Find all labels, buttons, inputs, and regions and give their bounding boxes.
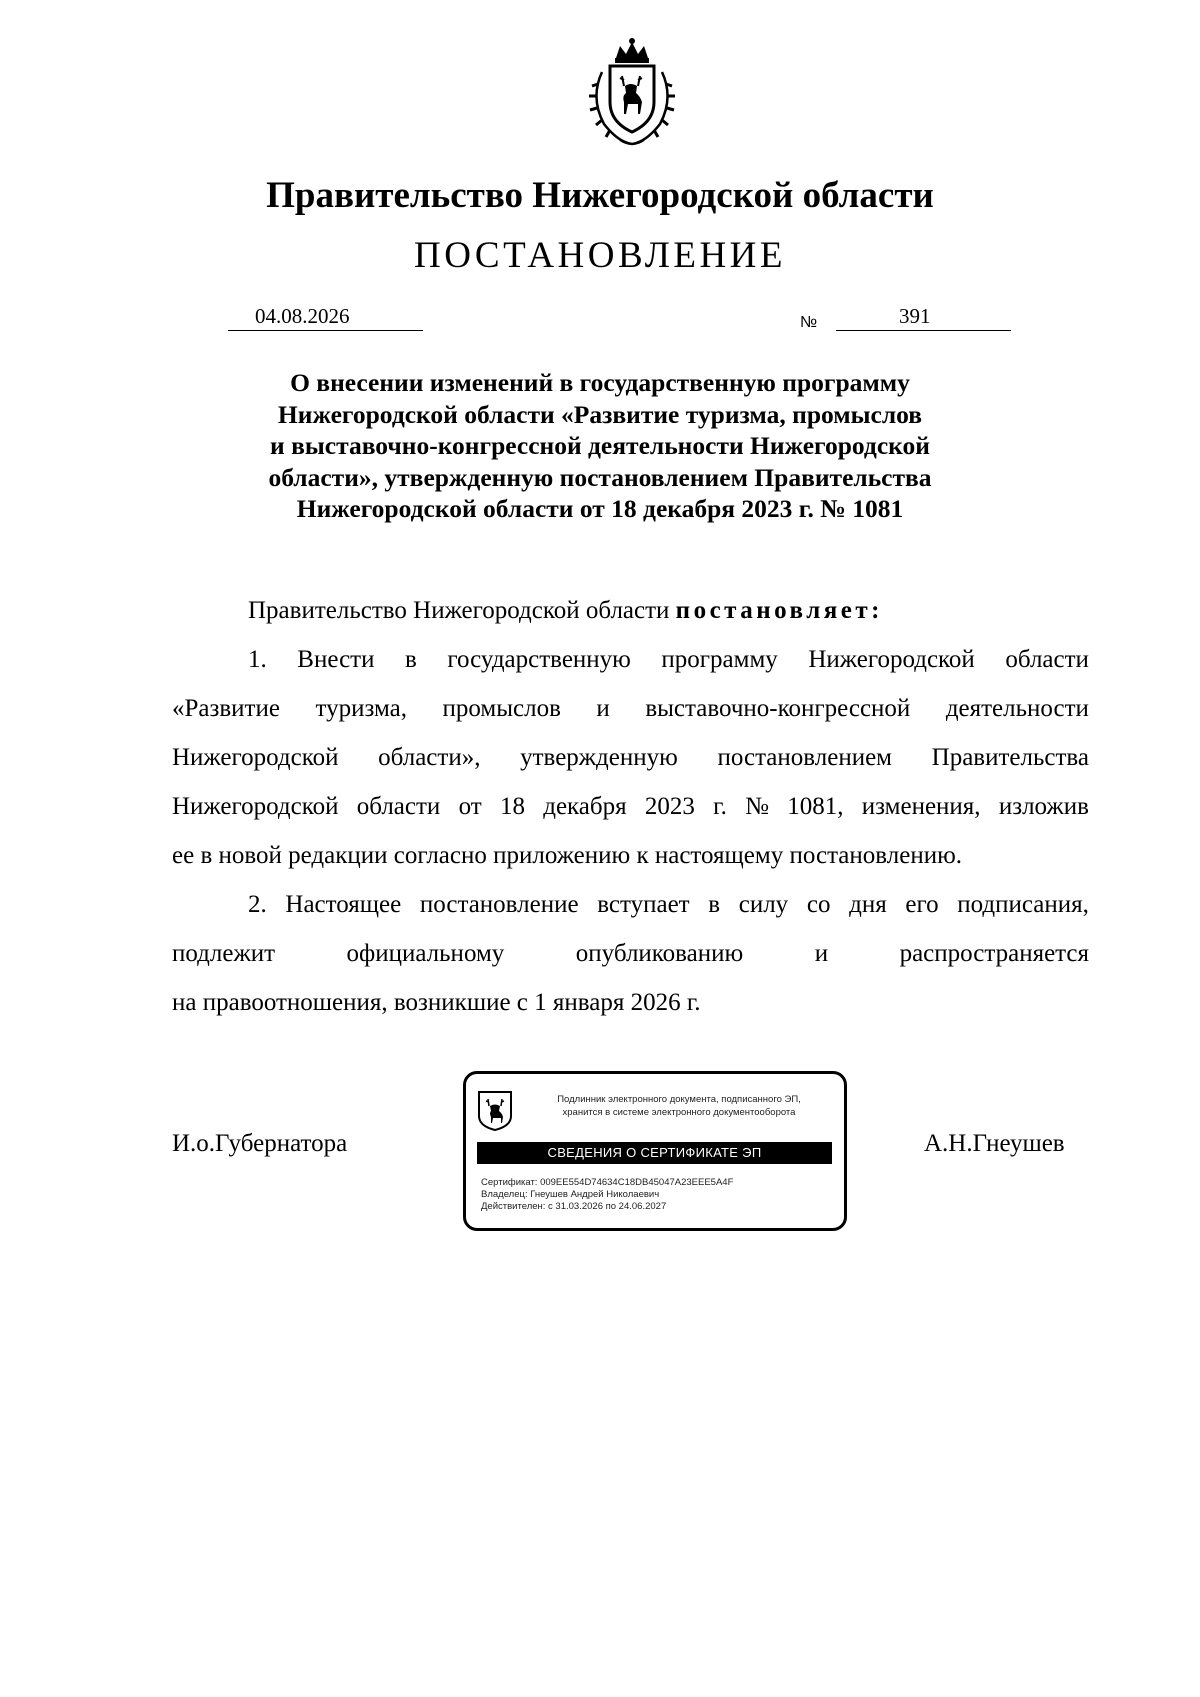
word: 1. [248,646,267,673]
word: и [596,695,610,722]
word: 1081, [787,793,844,820]
stamp-note [524,1094,834,1119]
coat-of-arms-emblem [580,38,684,150]
word: дня [849,891,887,918]
word: Нижегородской [172,793,339,820]
word: постановлением [717,744,892,771]
document-type: ПОСТАНОВЛЕНИЕ [414,235,786,276]
word: опубликованию [575,940,744,967]
word: деятельности [945,695,1089,722]
paragraph-1-line [248,646,1089,674]
word: и [814,940,829,967]
word: со [806,891,831,918]
word: 2023 [644,793,695,820]
number-label: № [800,314,818,331]
stamp-validity: Действителен: с 31.03.2026 по 24.06.2027 [481,1201,667,1212]
word: № [745,793,769,820]
word: 18 [499,793,525,820]
word: Нижегородской [808,646,975,673]
organization-name: Правительство Нижегородской области [266,175,934,216]
signatory-name: А.Н.Гнеушев [924,1130,1065,1157]
word: 2. [248,891,267,918]
document-number: 391 [899,304,931,328]
word: декабря [543,793,627,820]
word: области», [378,744,481,771]
word: силу [738,891,789,918]
word: Нижегородской [172,744,339,771]
paragraph-1-line [172,793,1089,821]
title-line: Нижегородской области «Развитие туризма, промыслов [277,399,923,429]
word: области [356,793,441,820]
word: Внести [297,646,375,673]
preamble [248,597,883,625]
document-number-field [836,304,1011,331]
word: изменения, [861,793,981,820]
preamble-text: Правительство Нижегородской области [248,597,670,624]
word: подписания, [957,891,1089,918]
stamp-note-line: Подлинник электронного документа, подписанного ЭП, [557,1094,801,1105]
word: промыслов [442,695,561,722]
word: туризма, [315,695,407,722]
paragraph-1-line [172,695,1089,723]
word: государственную [447,646,631,673]
stamp-owner: Владелец: Гнеушев Андрей Николаевич [481,1189,660,1200]
word: области [1005,646,1089,673]
word: г. [713,793,727,820]
word: утвержденную [520,744,678,771]
title-line: Нижегородской области от 18 декабря 2023 г. № 1081 [296,494,904,523]
word: выставочно-конгрессной [645,695,911,722]
word: от [458,793,482,820]
electronic-signature-stamp [463,1071,847,1231]
word: Правительства [931,744,1089,771]
title-line: и выставочно-конгрессной деятельности Нижегородской [270,431,930,460]
document-date-field [228,304,423,331]
signatory-position: И.о.Губернатора [172,1130,348,1157]
document-title [150,367,1050,525]
stamp-details [481,1177,733,1213]
stamp-header: СВЕДЕНИЯ О СЕРТИФИКАТЕ ЭП [477,1142,832,1164]
word: в [405,646,417,673]
word: Настоящее [285,891,402,918]
preamble-decree-word: постановляет: [675,597,883,624]
word: вступает [597,891,690,918]
title-line: области», утвержденную постановлением Правительства [268,462,932,492]
document-date: 04.08.2026 [255,304,350,328]
word: официальному [346,940,505,967]
paragraph-2-line [248,891,1089,919]
shield-emblem-icon [477,1090,513,1132]
word: в [708,891,721,918]
word: постановление [419,891,579,918]
word: его [905,891,939,918]
word: программу [661,646,778,673]
paragraph-2-last-line: на правоотношения, возникшие с 1 января 2026 г. [172,989,701,1016]
word: распространяется [899,940,1089,967]
paragraph-1-line [172,744,1089,772]
paragraph-2-line [172,940,1089,968]
stamp-note-line: хранится в системе электронного документооборота [562,1106,796,1118]
word: подлежит [172,940,276,967]
paragraph-1-last-line: ее в новой редакции согласно приложению к настоящему постановлению. [172,842,963,869]
word: «Развитие [172,695,280,722]
title-line: О внесении изменений в государственную программу [290,368,910,397]
stamp-certificate: Сертификат: 009EE554D74634C18DB45047A23EEE5A4F [481,1177,734,1188]
word: изложив [998,793,1089,820]
